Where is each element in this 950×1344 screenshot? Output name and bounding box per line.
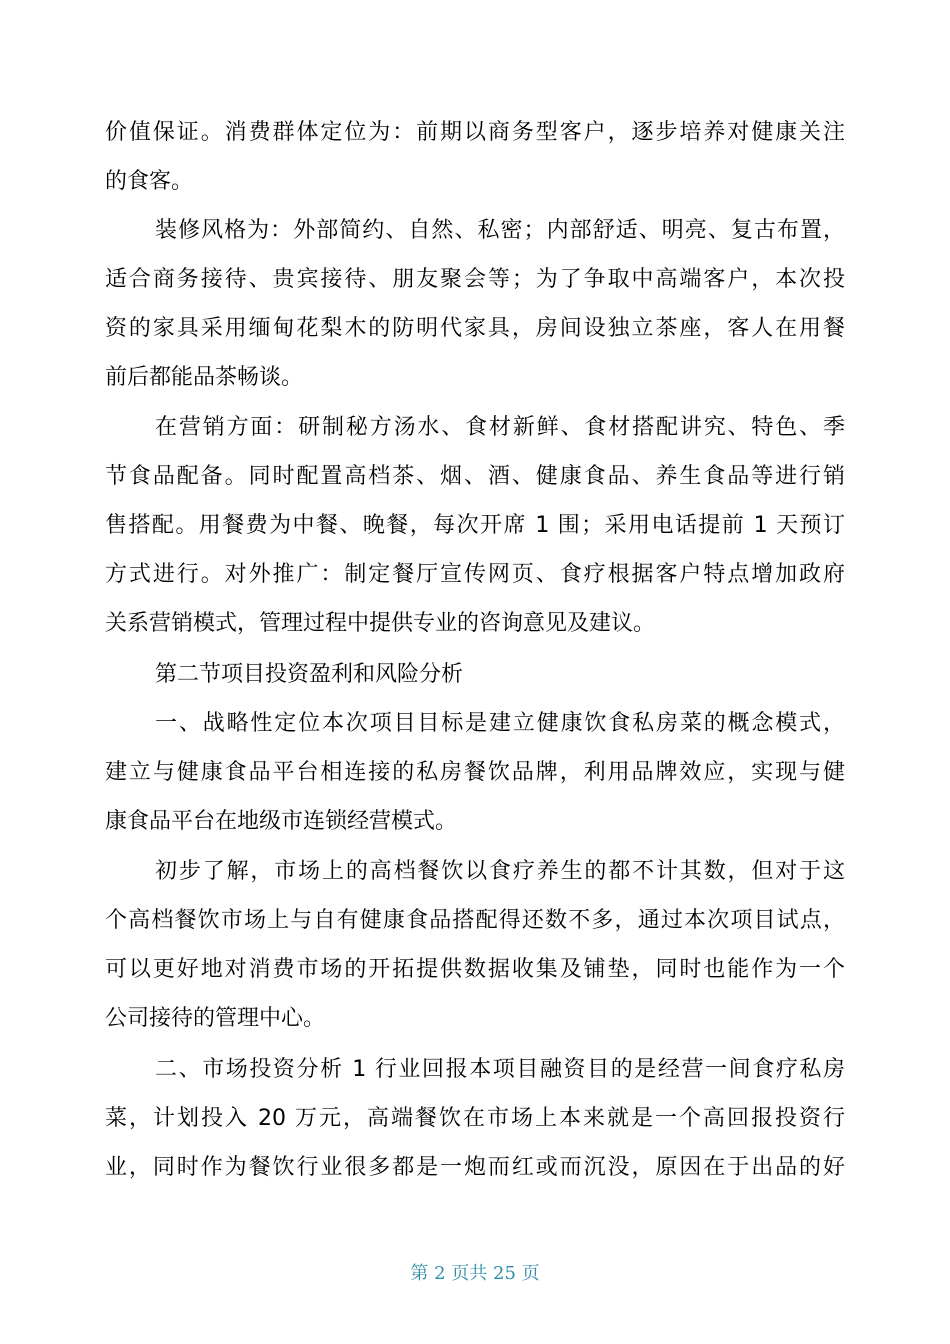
body-text-line: 可以更好地对消费市场的开拓提供数据收集及铺垫，同时也能作为一个	[105, 957, 845, 982]
body-text-line: 价值保证。消费群体定位为：前期以商务型客户，逐步培养对健康关注	[105, 120, 845, 145]
body-text-line: 康食品平台在地级市连锁经营模式。	[105, 809, 458, 834]
section-heading: 第二节项目投资盈利和风险分析	[155, 662, 464, 687]
page-number-footer: 第 2 页共 25 页	[410, 1263, 540, 1284]
body-text-line: 的食客。	[105, 169, 194, 194]
body-text-line: 关系营销模式，管理过程中提供专业的咨询意见及建议。	[105, 611, 656, 636]
body-text-line: 在营销方面：研制秘方汤水、食材新鲜、食材搭配讲究、特色、季	[155, 415, 845, 440]
body-text-line: 二、市场投资分析 1 行业回报本项目融资目的是经营一间食疗私房	[155, 1057, 845, 1082]
body-text-line: 前后都能品茶畅谈。	[105, 365, 304, 390]
body-text-line: 适合商务接待、贵宾接待、朋友聚会等；为了争取中高端客户，本次投	[105, 267, 845, 292]
body-text-line: 装修风格为：外部简约、自然、私密；内部舒适、明亮、复古布置，	[155, 218, 845, 243]
body-text-line: 一、战略性定位本次项目目标是建立健康饮食私房菜的概念模式，	[155, 711, 845, 736]
body-text-line: 资的家具采用缅甸花梨木的防明代家具，房间设独立茶座，客人在用餐	[105, 316, 845, 341]
body-text-line: 个高档餐饮市场上与自有健康食品搭配得还数不多，通过本次项目试点，	[105, 908, 845, 933]
body-text-line: 菜，计划投入 20 万元，高端餐饮在市场上本来就是一个高回报投资行	[105, 1106, 845, 1131]
body-text-line: 售搭配。用餐费为中餐、晚餐，每次开席 1 围；采用电话提前 1 天预订	[105, 513, 845, 538]
body-text-line: 公司接待的管理中心。	[105, 1006, 326, 1031]
body-text-line: 节食品配备。同时配置高档茶、烟、酒、健康食品、养生食品等进行销	[105, 464, 845, 489]
body-text-line: 建立与健康食品平台相连接的私房餐饮品牌，利用品牌效应，实现与健	[105, 760, 845, 785]
body-text-line: 初步了解，市场上的高档餐饮以食疗养生的都不计其数，但对于这	[155, 859, 845, 884]
body-text-line: 方式进行。对外推广：制定餐厅宣传网页、食疗根据客户特点增加政府	[105, 562, 845, 587]
body-text-line: 业，同时作为餐饮行业很多都是一炮而红或而沉没，原因在于出品的好	[105, 1155, 845, 1180]
